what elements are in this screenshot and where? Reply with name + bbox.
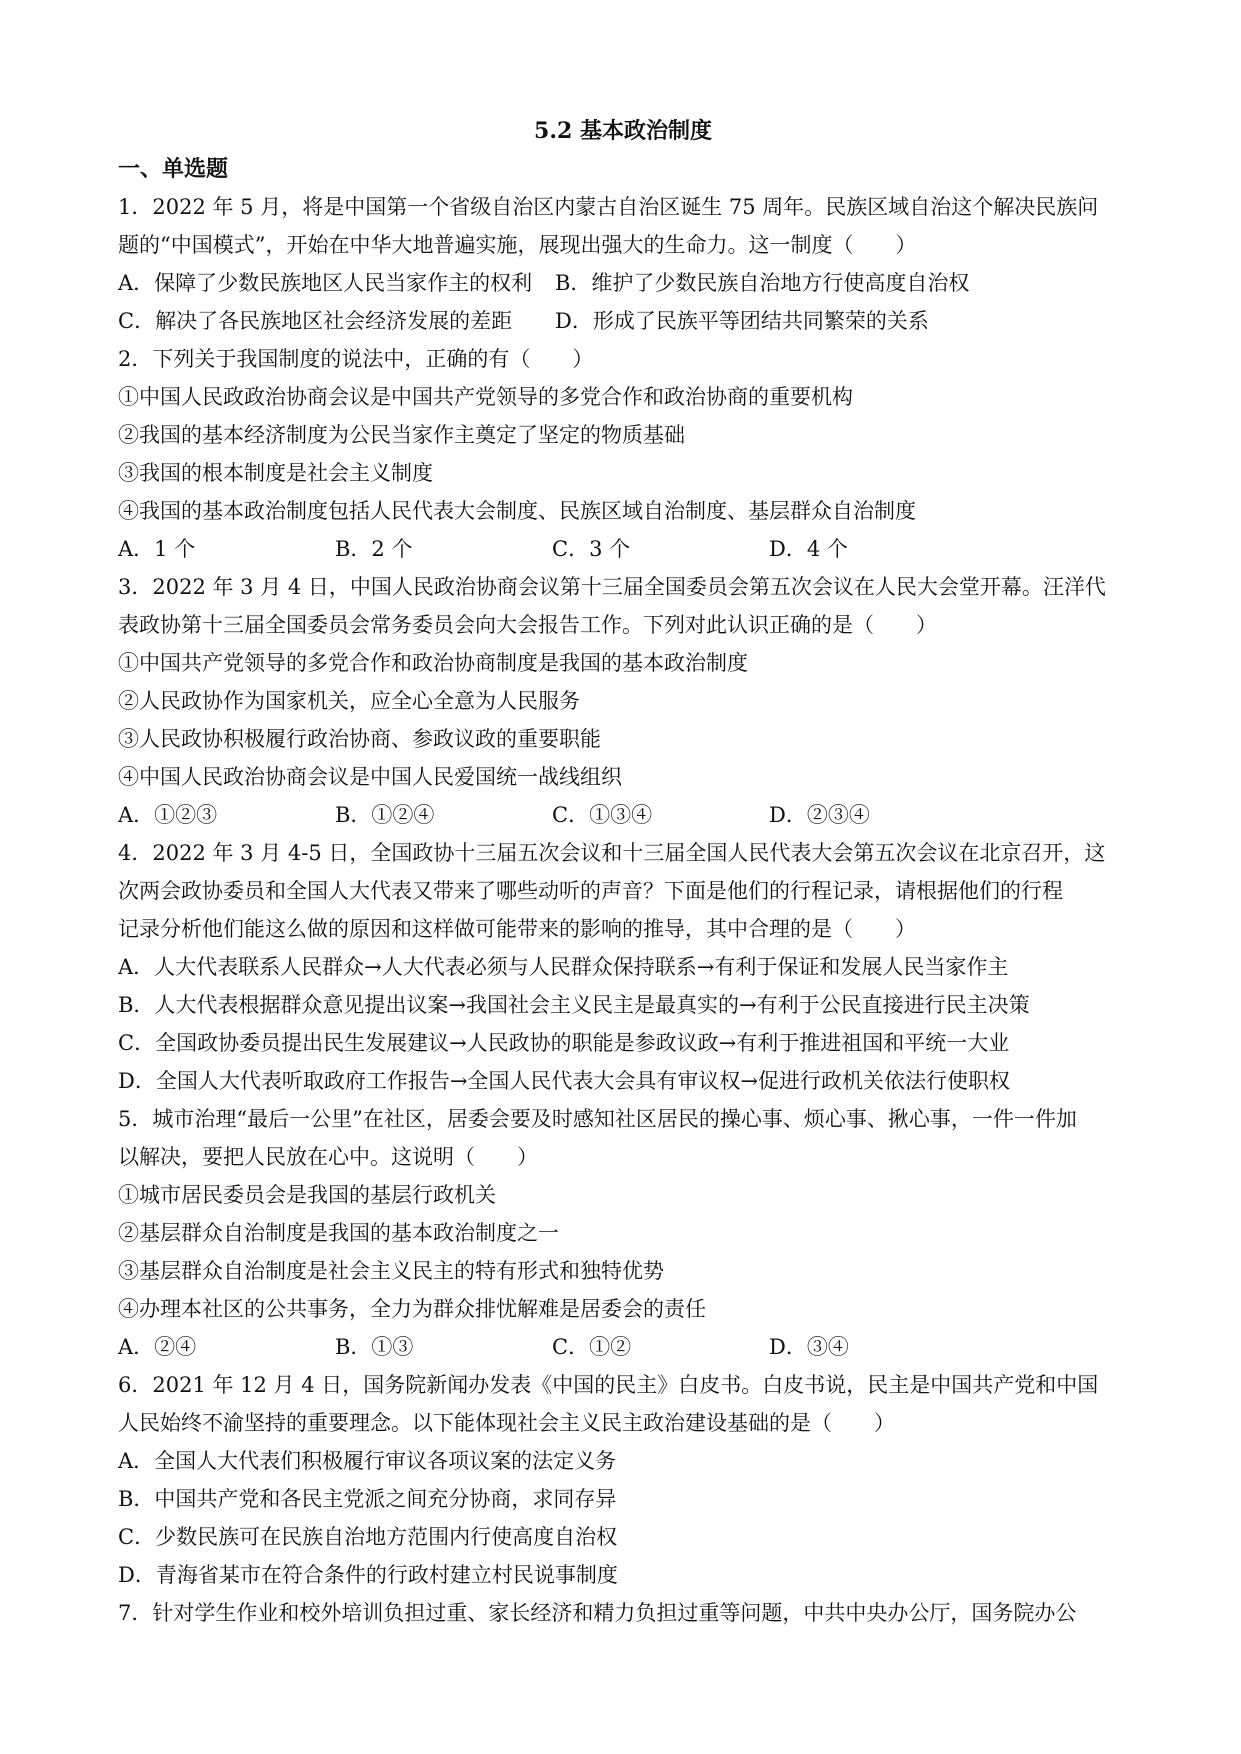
question-stem-line: 7．针对学生作业和校外培训负担过重、家长经济和精力负担过重等问题，中共中央办公厅，国务院办公 xyxy=(118,1601,1077,1625)
statement-line: ③基层群众自治制度是社会主义民主的特有形式和独特优势 xyxy=(118,1259,664,1283)
statement-line: ④办理本社区的公共事务，全力为群众排忧解难是居委会的责任 xyxy=(118,1297,706,1321)
statement-line: ②基层群众自治制度是我国的基本政治制度之一 xyxy=(118,1221,559,1245)
option-row xyxy=(118,1328,1128,1366)
question-stem-line: 表政协第十三届全国委员会常务委员会向大会报告工作。下列对此认识正确的是（ ） xyxy=(118,613,937,637)
document-page xyxy=(118,112,1128,1632)
option-a: A．②④ xyxy=(118,1335,197,1359)
statement-line: ②人民政协作为国家机关，应全心全意为人民服务 xyxy=(118,689,580,713)
option-c: C．解决了各民族地区社会经济发展的差距 xyxy=(118,309,513,333)
statement-line: ③人民政协积极履行政治协商、参政议政的重要职能 xyxy=(118,727,601,751)
question-stem-line: 2．下列关于我国制度的说法中，正确的有（ ） xyxy=(118,347,594,371)
option-row xyxy=(118,796,1128,834)
statement-line: ④中国人民政治协商会议是中国人民爱国统一战线组织 xyxy=(118,765,622,789)
option-a: A．全国人大代表们积极履行审议各项议案的法定义务 xyxy=(118,1449,617,1473)
option-c: C．3 个 xyxy=(552,537,631,561)
question-2 xyxy=(118,340,1128,568)
question-stem-line: 题的“中国模式”，开始在中华大地普遍实施，展现出强大的生命力。这一制度（ ） xyxy=(118,233,917,257)
option-row xyxy=(118,302,1128,340)
question-stem-line: 4．2022 年 3 月 4-5 日，全国政协十三届五次会议和十三届全国人民代表大会第五次会议在北京召开，这 xyxy=(118,841,1106,865)
question-stem-line: 次两会政协委员和全国人大代表又带来了哪些动听的声音？下面是他们的行程记录，请根据他们的行程 xyxy=(118,879,1063,903)
option-a: A．1 个 xyxy=(118,537,196,561)
statement-line: ②我国的基本经济制度为公民当家作主奠定了坚定的物质基础 xyxy=(118,423,685,447)
question-stem-line: 记录分析他们能这么做的原因和这样做可能带来的影响的推导，其中合理的是（ ） xyxy=(118,917,916,941)
option-b: B．人大代表根据群众意见提出议案→我国社会主义民主是最真实的→有利于公民直接进行民主决策 xyxy=(118,993,1030,1017)
statement-line: ③我国的根本制度是社会主义制度 xyxy=(118,461,433,485)
option-d: D．形成了民族平等团结共同繁荣的关系 xyxy=(555,309,929,333)
option-b: B．2 个 xyxy=(335,537,413,561)
question-stem-line: 6．2021 年 12 月 4 日，国务院新闻办发表《中国的民主》白皮书。白皮书说，民主是中国共产党和中国 xyxy=(118,1373,1099,1397)
question-stem-line: 人民始终不渝坚持的重要理念。以下能体现社会主义民主政治建设基础的是（ ） xyxy=(118,1411,895,1435)
question-stem-line: 1．2022 年 5 月，将是中国第一个省级自治区内蒙古自治区诞生 75 周年。民族区域自治这个解决民族问 xyxy=(118,195,1099,219)
question-3 xyxy=(118,568,1128,834)
option-c: C．①③④ xyxy=(552,803,653,827)
option-c: C．①② xyxy=(552,1335,632,1359)
statement-line: ①中国人民政政治协商会议是中国共产党领导的多党合作和政治协商的重要机构 xyxy=(118,385,853,409)
option-d: D．全国人大代表听取政府工作报告→全国人民代表大会具有审议权→促进行政机关依法行使职权 xyxy=(118,1069,1011,1093)
question-stem-line: 以解决，要把人民放在心中。这说明（ ） xyxy=(118,1145,538,1169)
statement-line: ①中国共产党领导的多党合作和政治协商制度是我国的基本政治制度 xyxy=(118,651,748,675)
option-c: C．少数民族可在民族自治地方范围内行使高度自治权 xyxy=(118,1525,618,1549)
question-7 xyxy=(118,1594,1128,1632)
question-1 xyxy=(118,188,1128,340)
option-d: D．③④ xyxy=(769,1335,849,1359)
option-a: A．人大代表联系人民群众→人大代表必须与人民群众保持联系→有利于保证和发展人民当家作主 xyxy=(118,955,1009,979)
statement-line: ④我国的基本政治制度包括人民代表大会制度、民族区域自治制度、基层群众自治制度 xyxy=(118,499,916,523)
option-a: A．保障了少数民族地区人民当家作主的权利 xyxy=(118,271,533,295)
question-stem-line: 5．城市治理“最后一公里”在社区，居委会要及时感知社区居民的操心事、烦心事、揪心事，一件一件加 xyxy=(118,1107,1077,1131)
option-b: B．中国共产党和各民主党派之间充分协商，求同存异 xyxy=(118,1487,617,1511)
option-b: B．①②④ xyxy=(335,803,435,827)
section-heading: 一、单选题 xyxy=(118,156,229,182)
option-row xyxy=(118,530,1128,568)
option-b: B．①③ xyxy=(335,1335,414,1359)
option-b: B．维护了少数民族自治地方行使高度自治权 xyxy=(555,271,970,295)
page-title: 5.2 基本政治制度 xyxy=(534,118,712,144)
question-stem-line: 3．2022 年 3 月 4 日，中国人民政治协商会议第十三届全国委员会第五次会议在人民大会堂开幕。汪洋代 xyxy=(118,575,1106,599)
option-d: D．②③④ xyxy=(769,803,870,827)
option-a: A．①②③ xyxy=(118,803,218,827)
question-6 xyxy=(118,1366,1128,1594)
option-d: D．4 个 xyxy=(769,537,848,561)
question-5 xyxy=(118,1100,1128,1366)
option-row xyxy=(118,264,1128,302)
option-c: C．全国政协委员提出民生发展建议→人民政协的职能是参政议政→有利于推进祖国和平统一大业 xyxy=(118,1031,1010,1055)
question-4 xyxy=(118,834,1128,1100)
option-d: D．青海省某市在符合条件的行政村建立村民说事制度 xyxy=(118,1563,618,1587)
statement-line: ①城市居民委员会是我国的基层行政机关 xyxy=(118,1183,496,1207)
